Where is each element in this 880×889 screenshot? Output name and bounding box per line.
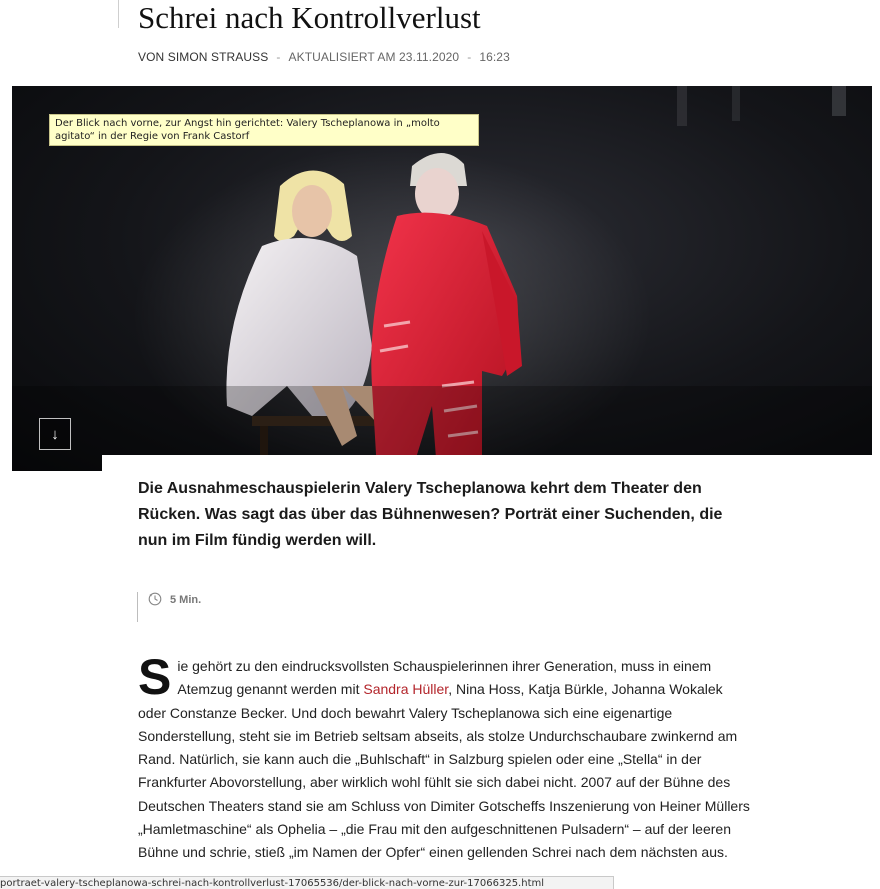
- byline-updated: AKTUALISIERT AM 23.11.2020: [288, 50, 460, 64]
- arrow-down-icon: ↓: [51, 425, 59, 443]
- article-body: [138, 649, 750, 865]
- byline-separator: -: [276, 50, 281, 64]
- reading-time: [137, 592, 201, 622]
- body-text-rest: , Nina Hoss, Katja Bürkle, Johanna Wokalek oder Constanze Becker. Und doch bewahrt Valery Tscheplanowa sich eine eigenartige Sonderstellung, steht sie im Betrieb seltsam abseits, als stolze Undurchschaubare zwinkernd am Rand. Natürlich, sie kann auch die „Buhlschaft“ in Salzburg spielen oder eine „Stella“ in der Frankfurter Abovorstellung, aber wirklich wohl fühlt sie sich dabei nicht. 2007 auf der Bühne des Deutschen Theaters stand sie am Schluss von Dimiter Gotscheffs Inszenierung von Heiner Müllers „Hamletmaschine“ als Ophelia – „die Frau mit den aufgeschnittenen Pulsadern“ – auf der leeren Bühne und schrie, stieß „im Namen der Opfer“ einen gellenden Schrei nach dem nächsten aus.: [138, 681, 750, 861]
- hero-image[interactable]: [12, 86, 872, 471]
- clock-icon: [148, 592, 162, 606]
- reading-time-label: 5 Min.: [170, 594, 202, 606]
- image-caption: Der Blick nach vorne, zur Angst hin gerichtet: Valery Tscheplanowa in „molto agitato“ in der Regie von Frank Castorf: [49, 114, 479, 146]
- article-lead: Die Ausnahmeschauspielerin Valery Tscheplanowa kehrt dem Theater den Rücken. Was sagt das über das Bühnenwesen? Porträt einer Suchenden, die nun im Film fündig werden will.: [138, 480, 723, 549]
- byline-time: 16:23: [479, 50, 510, 64]
- drop-cap: S: [138, 649, 172, 705]
- link-sandra-hueller[interactable]: Sandra Hüller: [363, 681, 449, 698]
- scroll-down-button[interactable]: [39, 418, 71, 450]
- byline-author[interactable]: VON SIMON STRAUSS: [138, 50, 269, 64]
- byline: [138, 50, 510, 64]
- header-divider: [118, 0, 119, 28]
- byline-separator-2: -: [467, 50, 472, 64]
- body-text-start: ie gehört zu den eindrucksvollsten Schauspielerinnen ihrer Generation, muss in einem Atemzug genannt werden mit: [177, 658, 712, 698]
- article-title: Schrei nach Kontrollverlust: [138, 0, 481, 35]
- content-panel-edge: [102, 455, 872, 475]
- browser-status-bar: portraet-valery-tscheplanowa-schrei-nach-kontrollverlust-17065536/der-blick-nach-vorne-zur-17066325.html: [0, 876, 614, 889]
